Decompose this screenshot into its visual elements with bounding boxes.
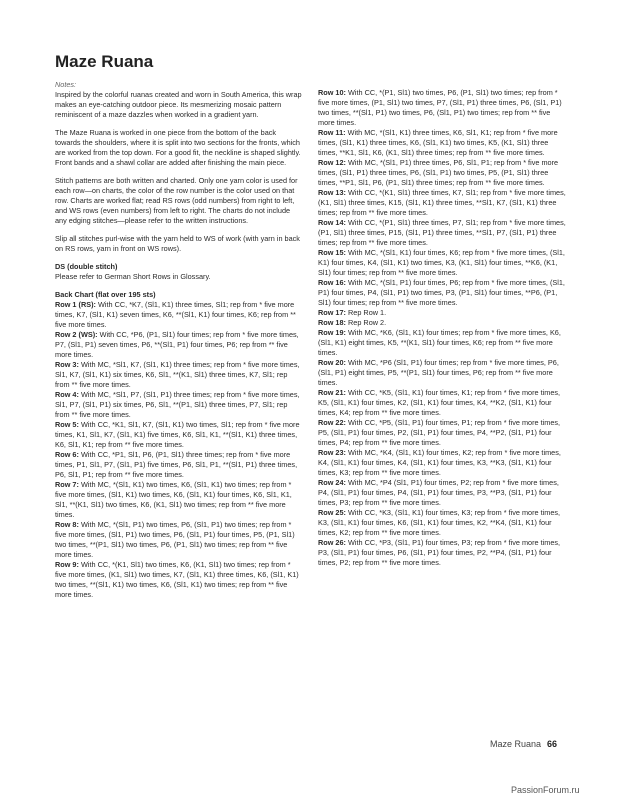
row-instruction — [55, 330, 303, 360]
row-instruction — [318, 418, 566, 448]
row-instruction — [318, 158, 566, 188]
row-instruction — [55, 300, 303, 330]
row-text: With CC, *K7, (Sl1, K1) three times, Sl1; rep from * five more times, K7, (Sl1, K1) seven times, K6, **(Sl1, K1) four times, K6; rep from ** five more times. — [55, 300, 296, 329]
row-text: With CC, *(K1, Sl1) two times, K6, (K1, Sl1) two times; rep from * five more times, (K1, Sl1) two times, K7, (Sl1, K1) three times, K6, (Sl1, K1) two times, **(Sl1, K1) two times, K6, (Sl1, K1) two times; rep from ** five more times. — [55, 560, 299, 599]
row-instructions-right — [318, 88, 566, 568]
footer-title: Maze Ruana — [490, 739, 542, 749]
row-text: With CC, *P3, (Sl1, P1) four times, P3; rep from * five more times, P3, (Sl1, P1) four times, P6, (Sl1, P1) four times, P2, **P4, (Sl1, P1) four times, P2; rep from ** five more times. — [318, 538, 561, 567]
right-column — [318, 88, 566, 568]
page-number: 66 — [547, 739, 558, 749]
row-instruction — [55, 560, 303, 600]
row-label: Row 12: — [318, 158, 346, 167]
row-label: Row 4: — [55, 390, 79, 399]
row-text: With MC, *K4, (Sl1, K1) four times, K2; rep from * five more times, K4, (Sl1, K1) four times, K4, (Sl1, K1) four times, K3, **K3, (Sl1, K1) four times, K3; rep from ** five more times. — [318, 448, 561, 477]
row-label: Row 5: — [55, 420, 79, 429]
row-text: With MC, *(Sl1, K1) three times, K6, Sl1, K1; rep from * five more times, (Sl1, K1) three times, K6, (Sl1, K1) two times, K5, (K1, Sl1) three times, **K1, Sl1, K6, (K1, Sl1) three times; rep from ** five more times. — [318, 128, 558, 157]
ds-text: Please refer to German Short Rows in Glossary. — [55, 272, 211, 281]
row-text: With CC, *P1, Sl1, P6, (P1, Sl1) three times; rep from * five more times, P1, Sl1, P7, (Sl1, P1) five times, P6, Sl1, P1, **(Sl1, P1) three times, P6, Sl1, P1; rep from ** five more times. — [55, 450, 298, 479]
row-text: With MC, *K6, (Sl1, K1) four times; rep from * five more times, K6, (Sl1, K1) eight times, K5, **(K1, Sl1) four times, K6; rep from ** five more times. — [318, 328, 561, 357]
row-text: Rep Row 2. — [345, 318, 387, 327]
row-label: Row 8: — [55, 520, 79, 529]
row-instruction — [318, 248, 566, 278]
page-title: Maze Ruana — [55, 52, 154, 71]
construction-paragraph: The Maze Ruana is worked in one piece from the bottom of the back towards the shoulders, where it is split into two sections for the fronts, which are worked from the top down. For a good fit, the neckline is shaped slightly. Front bands and a shawl collar are added after finishing the main piece. — [55, 128, 301, 167]
row-instruction — [318, 318, 566, 328]
row-text: With CC, *(P1, Sl1) three times, P7, Sl1; rep from * five more times, (P1, Sl1) three times, P15, (Sl1, P1) three times, **Sl1, P7, (Sl1, P1) three times; rep from ** five more times. — [318, 218, 566, 247]
row-text: With CC, *K3, (Sl1, K1) four times, K3; rep from * five more times, K3, (Sl1, K1) four times, K6, (Sl1, K1) four times, K2, **K4, (Sl1, K1) four times, K2; rep from ** five more times. — [318, 508, 561, 537]
row-instruction — [318, 448, 566, 478]
row-label: Row 26: — [318, 538, 346, 547]
row-instruction — [318, 358, 566, 388]
row-text: With CC, *K5, (Sl1, K1) four times, K1; rep from * five more times, K5, (Sl1, K1) four times, K2, (Sl1, K1) four times, K4, **K2, (Sl1, K1) four times, K4; rep from ** five more times. — [318, 388, 561, 417]
row-label: Row 3: — [55, 360, 79, 369]
charts-paragraph: Stitch patterns are both written and charted. Only one yarn color is used for each row—on charts, the color of the row number is the color used on that row. Charts are worked flat; read RS rows (odd numbers) from right to left, and WS rows (even numbers) from left to right. The charts do not include any edging stitches—please refer to the written instructions. — [55, 176, 298, 225]
intro-paragraph: Inspired by the colorful ruanas created and worn in South America, this wrap makes an eye-catching outdoor piece. Its mesmerizing mosaic pattern reminiscent of a maze dazzles when worked in a gradient yarn. — [55, 90, 302, 119]
row-label: Row 1 (RS): — [55, 300, 96, 309]
row-label: Row 6: — [55, 450, 79, 459]
row-label: Row 22: — [318, 418, 346, 427]
row-instruction — [318, 278, 566, 308]
row-label: Row 16: — [318, 278, 346, 287]
row-text: With MC, *(Sl1, K1) two times, K6, (Sl1, K1) two times; rep from * five more times, (Sl1, K1) two times, K6, (Sl1, K1) four times, K6, Sl1, K1, Sl1, **(K1, Sl1) two times, K6, (K1, Sl1) two times; rep from ** five more times. — [55, 480, 292, 519]
slip-stitch-paragraph: Slip all stitches purl-wise with the yarn held to WS of work (with yarn in back on RS rows, yarn in front on WS rows). — [55, 234, 300, 253]
ds-heading: DS (double stitch) — [55, 262, 118, 271]
row-label: Row 10: — [318, 88, 346, 97]
row-text: With MC, *(Sl1, P1) four times, P6; rep from * five more times, (Sl1, P1) four times, P4, (Sl1, P1) two times, P3, (P1, Sl1) four times, **P6, (P1, Sl1) four times; rep from ** five more times. — [318, 278, 565, 307]
row-instruction — [318, 508, 566, 538]
row-instruction — [318, 478, 566, 508]
row-text: With MC, *(Sl1, P1) two times, P6, (Sl1, P1) two times; rep from * five more times, (Sl1, P1) two times, P6, (Sl1, P1) four times, P5, (P1, Sl1) two times, **(P1, Sl1) two times, P6, (P1, Sl1) two times; rep from ** five more times. — [55, 520, 295, 559]
row-label: Row 2 (WS): — [55, 330, 98, 339]
row-instruction — [55, 480, 303, 520]
row-label: Row 17: — [318, 308, 346, 317]
row-label: Row 7: — [55, 480, 79, 489]
row-text: With MC, *P6 (Sl1, P1) four times; rep from * five more times, P6, (Sl1, P1) eight times, P5, **(P1, Sl1) four times, P6; rep from ** five more times. — [318, 358, 559, 387]
row-text: With CC, *K1, Sl1, K7, (Sl1, K1) two times, Sl1; rep from * five more times, K1, Sl1, K7, (Sl1, K1) five times, K6, Sl1, K1, **(Sl1, K1) three times, K6, Sl1, K1; rep from ** five more times. — [55, 420, 300, 449]
row-instruction — [318, 188, 566, 218]
watermark: PassionForum.ru — [511, 785, 580, 795]
row-label: Row 23: — [318, 448, 346, 457]
row-instruction — [318, 88, 566, 128]
row-label: Row 9: — [55, 560, 79, 569]
row-instruction — [318, 388, 566, 418]
row-label: Row 21: — [318, 388, 346, 397]
row-instruction — [318, 328, 566, 358]
row-label: Row 19: — [318, 328, 346, 337]
notes-label: Notes: — [55, 80, 77, 89]
row-instruction — [318, 218, 566, 248]
row-text: With CC, *(P1, Sl1) two times, P6, (P1, Sl1) two times; rep from * five more times, (P1, Sl1) two times, P7, (Sl1, P1) three times, P6, (Sl1, P1) two times, **(Sl1, P1) two times, P6, (Sl1, P1) two times; rep from ** five more times. — [318, 88, 562, 127]
row-instruction — [55, 520, 303, 560]
row-label: Row 20: — [318, 358, 346, 367]
row-text: Rep Row 1. — [345, 308, 387, 317]
page-footer — [490, 739, 557, 749]
row-instruction — [318, 538, 566, 568]
row-text: With MC, *(Sl1, K1) four times, K6; rep from * five more times, (Sl1, K1) four times, K4, (Sl1, K1) two times, K3, (K1, Sl1) four times, **K6, (K1, Sl1) four times; rep from ** five more times. — [318, 248, 565, 277]
row-instruction — [318, 128, 566, 158]
row-label: Row 13: — [318, 188, 346, 197]
row-text: With MC, *P4 (Sl1, P1) four times, P2; rep from * five more times, P4, (Sl1, P1) four times, P4, (Sl1, P1) four times, P3, **P3, (Sl1, P1) four times, P3; rep from ** five more times. — [318, 478, 559, 507]
row-text: With CC, *(K1, Sl1) three times, K7, Sl1; rep from * five more times, (K1, Sl1) three times, K15, (Sl1, K1) three times, **Sl1, K7, (Sl1, K1) three times; rep from ** five more times. — [318, 188, 566, 217]
row-instruction — [55, 360, 303, 390]
row-instruction — [55, 390, 303, 420]
row-label: Row 11: — [318, 128, 346, 137]
row-text: With CC, *P5, (Sl1, P1) four times, P1; rep from * five more times, P5, (Sl1, P1) four times, P2, (Sl1, P1) four times, P4, **P2, (Sl1, P1) four times, P4; rep from ** five more times. — [318, 418, 561, 447]
row-instruction — [55, 420, 303, 450]
back-chart-heading: Back Chart (flat over 195 sts) — [55, 290, 156, 299]
row-label: Row 14: — [318, 218, 346, 227]
row-instruction — [55, 450, 303, 480]
left-column — [55, 80, 303, 600]
row-text: With MC, *Sl1, K7, (Sl1, K1) three times; rep from * five more times, Sl1, K7, (Sl1, K1) six times, K6, Sl1, **(K1, Sl1) three times, K7, Sl1; rep from ** five more times. — [55, 360, 300, 389]
row-label: Row 24: — [318, 478, 346, 487]
row-label: Row 18: — [318, 318, 346, 327]
row-text: With CC, *P6, (P1, Sl1) four times; rep from * five more times, P7, (Sl1, P1) seven times, P6, **(Sl1, P1) four times, P6; rep from ** five more times. — [55, 330, 299, 359]
row-label: Row 25: — [318, 508, 346, 517]
row-instruction — [318, 308, 566, 318]
row-label: Row 15: — [318, 248, 346, 257]
row-text: With MC, *Sl1, P7, (Sl1, P1) three times; rep from * five more times, Sl1, P7, (Sl1, P1) six times, P6, Sl1, **(P1, Sl1) three times, P7, Sl1; rep from ** five more times. — [55, 390, 300, 419]
row-text: With MC, *(Sl1, P1) three times, P6, Sl1, P1; rep from * five more times, (Sl1, P1) three times, P6, (Sl1, P1) two times, P5, (P1, Sl1) three times, **P1, Sl1, P6, (P1, Sl1) three times; rep from ** five more times. — [318, 158, 559, 187]
row-instructions-left — [55, 300, 303, 600]
